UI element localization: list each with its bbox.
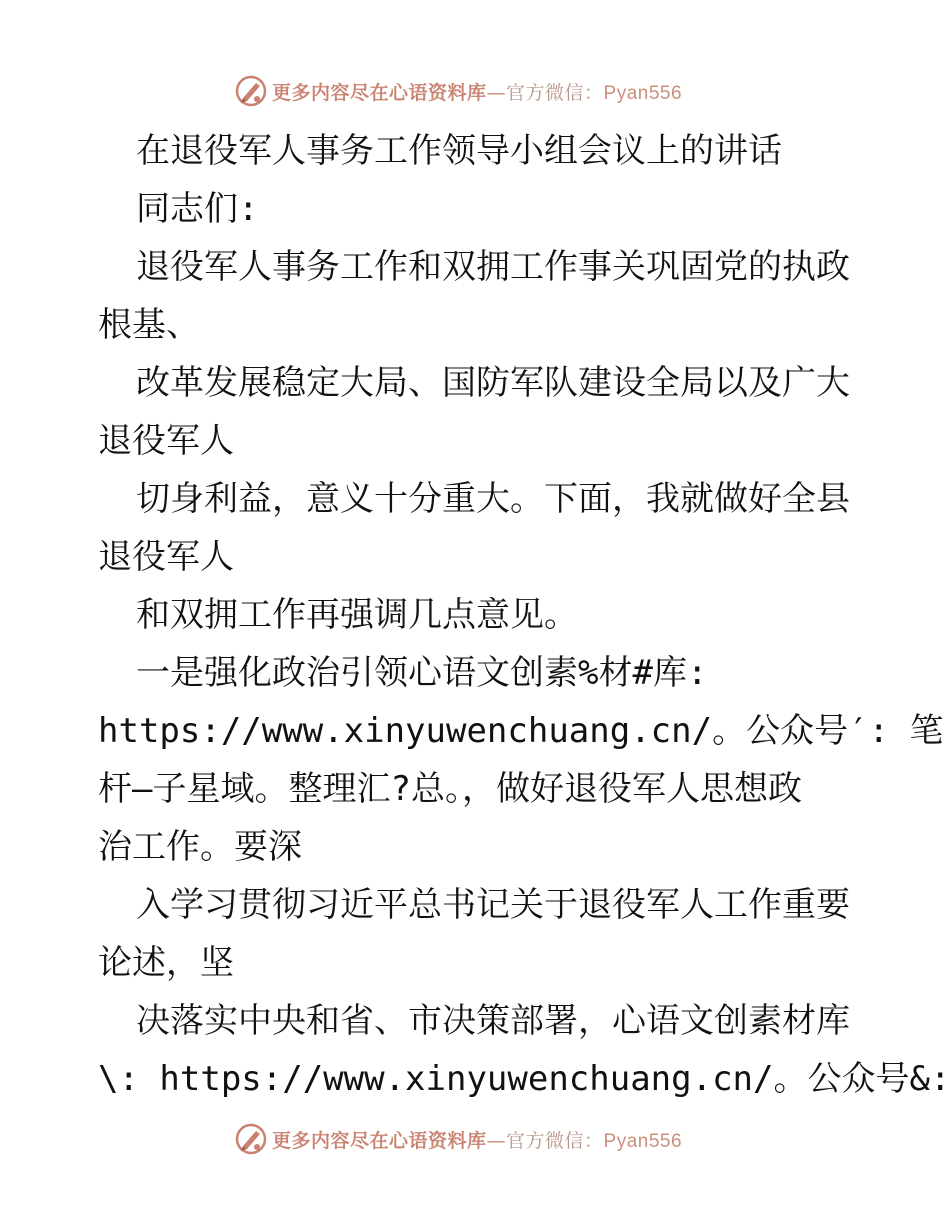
paragraph-line: 改革发展稳定大局、国防军队建设全局以及广大 [136,363,850,403]
paragraph-line: 和双拥工作再强调几点意见。 [136,595,578,635]
paragraph-line: 一是强化政治引领心语文创素%材#库: [136,653,708,693]
watermark-text [272,1126,682,1153]
watermark-text [272,78,682,105]
pen-logo-icon [234,1122,268,1156]
pen-logo-icon [234,74,268,108]
watermark-dash: — [486,81,507,104]
watermark-wechat-id: Pyan556 [603,1130,683,1152]
paragraph-line-url: \: https://www.xinyuwenchuang.cn/。公众号&: [98,1059,950,1099]
paragraph-line: 切身利益，意义十分重大。下面，我就做好全县 [136,479,850,519]
watermark-header [234,73,682,109]
watermark-wechat-id: Pyan556 [603,82,683,104]
paragraph-line: 论述，坚 [98,943,234,983]
paragraph-line: 根基、 [98,305,200,345]
document-title: 在退役军人事务工作领导小组会议上的讲话 [136,131,782,171]
paragraph-line: 退役军人 [98,537,234,577]
paragraph-line: 杆—子星域。整理汇?总。，做好退役军人思想政 [98,769,802,809]
paragraph-line: 退役军人事务工作和双拥工作事关巩固党的执政 [136,247,850,287]
paragraph-line: 治工作。要深 [98,827,302,867]
watermark-site: 更多内容尽在心语资料库 [272,1129,487,1152]
document-body [98,122,950,1108]
watermark-official-label: 官方微信： [506,81,604,104]
watermark-site: 更多内容尽在心语资料库 [272,81,487,104]
watermark-dash: — [486,1129,507,1152]
salutation: 同志们: [136,189,259,229]
paragraph-line: 退役军人 [98,421,234,461]
watermark-footer [234,1121,682,1157]
paragraph-line-url: https://www.xinyuwenchuang.cn/。公众号′: 笔 [98,711,944,751]
paragraph-line: 入学习贯彻习近平总书记关于退役军人工作重要 [136,885,850,925]
paragraph-line: 决落实中央和省、市决策部署，心语文创素材库 [136,1001,850,1041]
watermark-official-label: 官方微信： [506,1129,604,1152]
